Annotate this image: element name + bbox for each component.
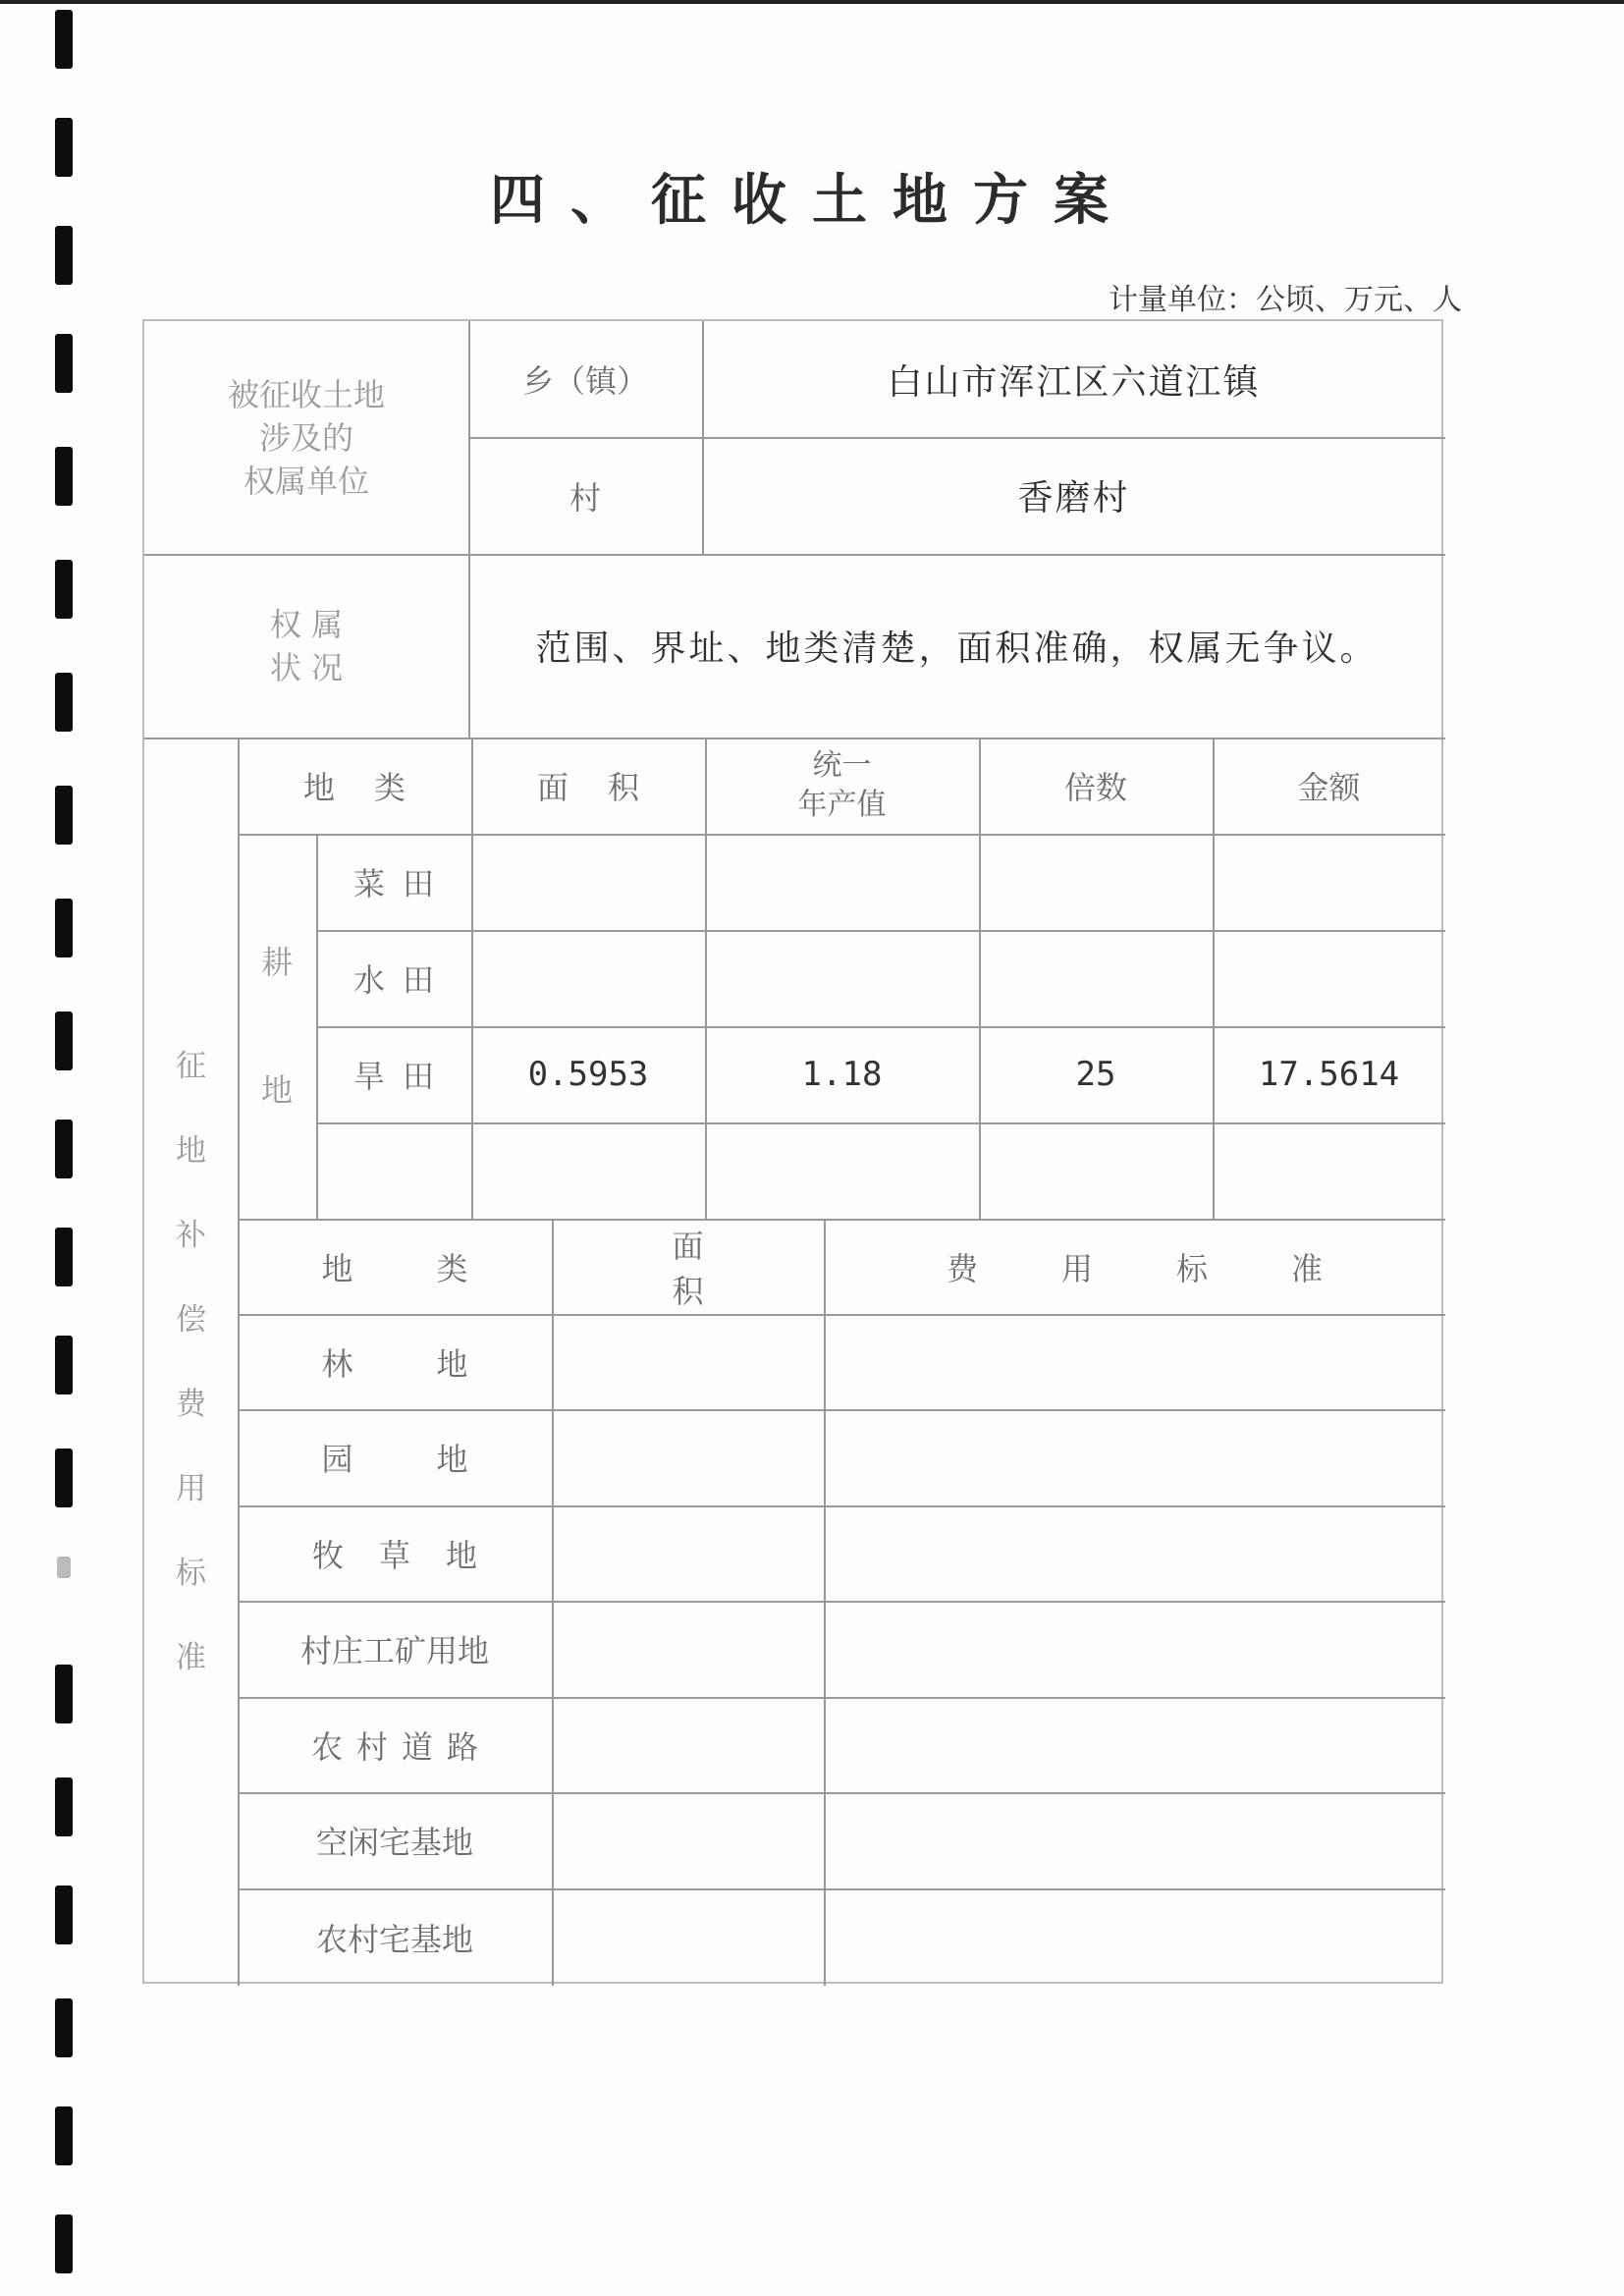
other-row-type: 园地 [321, 1441, 552, 1478]
ownership-section-label: 被征收土地 涉及的 权属单位 [227, 375, 385, 500]
ownership-status-label: 权 属 状 况 [269, 605, 344, 686]
cultivated-row-area [471, 930, 705, 1026]
other-row-area [552, 1505, 824, 1601]
village-value: 香磨村 [1017, 478, 1130, 519]
other-row-type: 农村道路 [310, 1727, 492, 1766]
header-annual-output: 统一 年产值 [797, 748, 887, 822]
cultivated-row-amount [1213, 834, 1445, 930]
other-row-area [552, 1888, 824, 1986]
cultivated-row-output [705, 1122, 979, 1219]
other-row-fee [824, 1792, 1445, 1888]
other-row-area [552, 1409, 824, 1505]
other-row-type: 农村宅基地 [315, 1920, 473, 1958]
other-row-type: 牧草地 [311, 1536, 513, 1574]
cultivated-row-multiple [979, 930, 1213, 1026]
header-amount: 金额 [1297, 769, 1361, 806]
cultivated-row-area: 0.5953 [527, 1055, 649, 1094]
compensation-side-label: 征 地 补 偿 费 用 标 准 [176, 1048, 206, 1675]
other-row-fee [824, 1505, 1445, 1601]
other-row-area [552, 1697, 824, 1792]
cultivated-row-output: 1.18 [801, 1055, 883, 1094]
unit-note: 计量单位：公顷、万元、人 [1109, 283, 1462, 317]
cultivated-row-area [471, 834, 705, 930]
ownership-status-value: 范围、界址、地类清楚，面积准确，权属无争议。 [535, 629, 1379, 669]
cultivated-row-output [705, 930, 979, 1026]
land-requisition-form [142, 319, 1443, 1984]
other-header-fee-standard: 费用标准 [946, 1249, 1406, 1287]
header-multiple: 倍数 [1063, 769, 1127, 806]
other-header-area: 面积 [672, 1227, 787, 1310]
page-title: 四、征收土地方案 [490, 169, 1134, 233]
cultivated-row-multiple [979, 834, 1213, 930]
other-row-area [552, 1601, 824, 1697]
binding-holes [51, 0, 77, 2296]
cultivated-row-type: 旱田 [352, 1058, 452, 1095]
cultivated-row-amount [1213, 1122, 1445, 1219]
other-row-fee [824, 1314, 1445, 1409]
cultivated-row-output [705, 834, 979, 930]
cultivated-row-type: 菜田 [352, 865, 452, 902]
other-row-fee [824, 1888, 1445, 1986]
other-row-type: 村庄工矿用地 [299, 1632, 489, 1669]
township-value: 白山市浑江区六道江镇 [887, 361, 1261, 403]
cultivated-row-multiple [979, 1122, 1213, 1219]
village-label: 村 [568, 478, 601, 517]
header-area: 面积 [536, 769, 678, 806]
cultivated-land-label: 耕 地 [260, 944, 293, 1109]
cultivated-row-amount [1213, 930, 1445, 1026]
cultivated-row-multiple: 25 [1075, 1055, 1116, 1094]
header-land-type: 地类 [302, 769, 445, 806]
scan-top-edge [0, 0, 1624, 4]
cultivated-row-area [471, 1122, 705, 1219]
other-header-land-type: 地类 [321, 1249, 552, 1287]
cultivated-row-amount: 17.5614 [1258, 1055, 1400, 1094]
township-label: 乡（镇） [521, 362, 648, 400]
cultivated-row-type [316, 1122, 471, 1219]
other-row-fee [824, 1409, 1445, 1505]
other-row-type: 空闲宅基地 [315, 1824, 473, 1861]
other-row-area [552, 1792, 824, 1888]
other-row-type: 林地 [321, 1344, 552, 1383]
other-row-fee [824, 1601, 1445, 1697]
other-row-fee [824, 1697, 1445, 1792]
cultivated-row-type: 水田 [352, 961, 452, 999]
other-row-area [552, 1314, 824, 1409]
